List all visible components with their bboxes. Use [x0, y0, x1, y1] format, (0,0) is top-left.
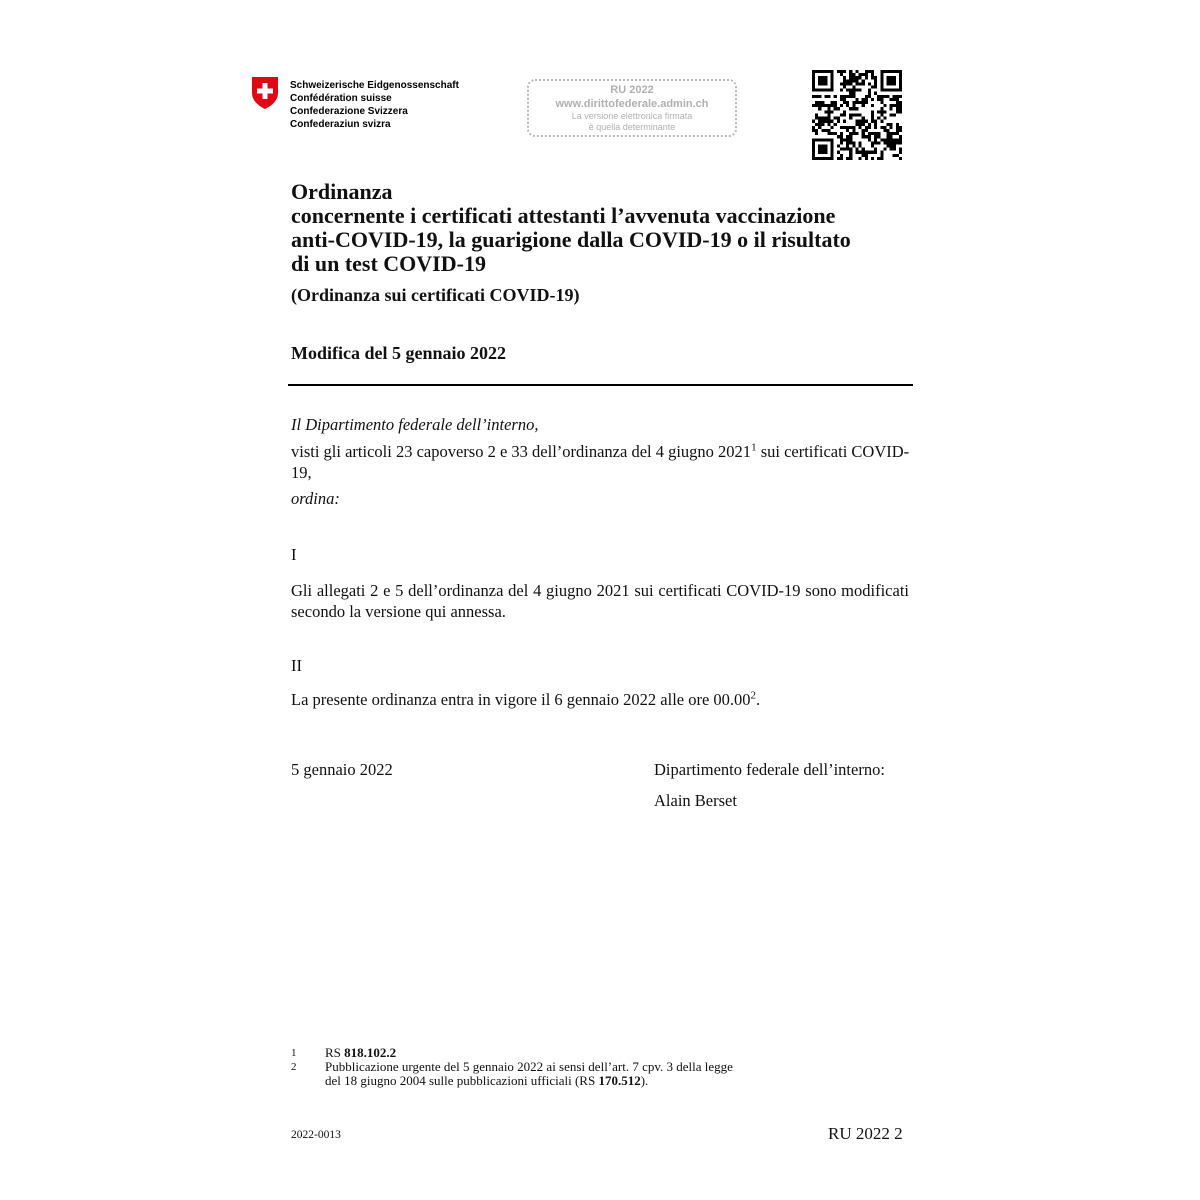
signature-date: 5 gennaio 2022 [291, 760, 393, 779]
amendment-date: Modifica del 5 gennaio 2022 [291, 343, 506, 363]
legal-basis [291, 441, 913, 483]
footnote-number: 1 [291, 1047, 297, 1059]
stamp-note-line2: è quella determinante [588, 122, 676, 132]
section-1-text: Gli allegati 2 e 5 dell’ordinanza del 4 giugno 2021 sui certificati COVID-19 sono modificati secondo la versione qui annessa. [291, 581, 909, 621]
swiss-coat-of-arms-icon [251, 76, 279, 110]
footnote-reference: 170.512 [598, 1073, 641, 1088]
footnote-2 [291, 1060, 851, 1088]
footnote-line2-suffix: ). [640, 1073, 649, 1088]
confederation-names [290, 79, 459, 131]
qr-code-icon [812, 70, 902, 160]
section-2-text [291, 689, 760, 710]
section-2-text-end: . [756, 690, 761, 709]
footnotes [291, 1046, 851, 1088]
ordinance-title [291, 180, 931, 276]
footnote-1 [291, 1046, 851, 1060]
title-line-2: concernente i certificati attestanti l’avvenuta vaccinazione [291, 203, 836, 228]
stamp-website: www.dirittofederale.admin.ch [555, 98, 709, 110]
footnote-line2-prefix: del 18 giugno 2004 sulle pubblicazioni ufficiali (RS [325, 1073, 599, 1088]
footnote-prefix: RS [325, 1045, 345, 1060]
short-title: (Ordinanza sui certificati COVID-19) [291, 285, 580, 305]
legal-basis-text-end: sui certificati COVID-19, [291, 442, 910, 482]
section-numeral-1: I [291, 545, 297, 564]
footnote-text [325, 1046, 851, 1060]
legal-basis-text: visti gli articoli 23 capoverso 2 e 33 dell’ordinanza del 4 giugno 2021 [291, 442, 752, 461]
page-reference: RU 2022 2 [828, 1124, 903, 1143]
official-publication-stamp [527, 79, 737, 137]
footnote-text-line-2 [325, 1074, 851, 1088]
footnote-text [325, 1060, 851, 1088]
issuing-authority: Il Dipartimento federale dell’interno, [291, 415, 539, 434]
stamp-note-line1: La versione elettronica firmata [571, 111, 693, 121]
footnote-reference: 818.102.2 [344, 1045, 397, 1060]
title-divider [288, 384, 913, 386]
title-line-1: Ordinanza [291, 179, 393, 204]
ordina-clause: ordina: [291, 489, 340, 508]
title-line-4: di un test COVID-19 [291, 251, 486, 276]
document-number: 2022-0013 [291, 1129, 341, 1141]
title-line-3: anti-COVID-19, la guarigione dalla COVID-19 o il risultato [291, 227, 851, 252]
section-2-text-main: La presente ordinanza entra in vigore il 6 gennaio 2022 alle ore 00.00 [291, 690, 751, 709]
section-numeral-2: II [291, 656, 302, 675]
confederation-line-de: Schweizerische Eidgenossenschaft [290, 80, 459, 91]
signatory-organization: Dipartimento federale dell’interno: [654, 760, 885, 779]
confederation-line-fr: Confédération suisse [290, 93, 392, 104]
footnote-number: 2 [291, 1061, 297, 1073]
footnote-ref-1[interactable]: 1 [751, 441, 757, 454]
footnote-ref-2[interactable]: 2 [750, 689, 757, 702]
confederation-line-rm: Confederaziun svizra [290, 119, 391, 130]
stamp-collection: RU 2022 [610, 84, 654, 96]
footnote-text-line-1: Pubblicazione urgente del 5 gennaio 2022 ai sensi dell’art. 7 cpv. 3 della legge [325, 1059, 733, 1074]
signatory-name: Alain Berset [654, 791, 737, 810]
confederation-line-it: Confederazione Svizzera [290, 106, 408, 117]
